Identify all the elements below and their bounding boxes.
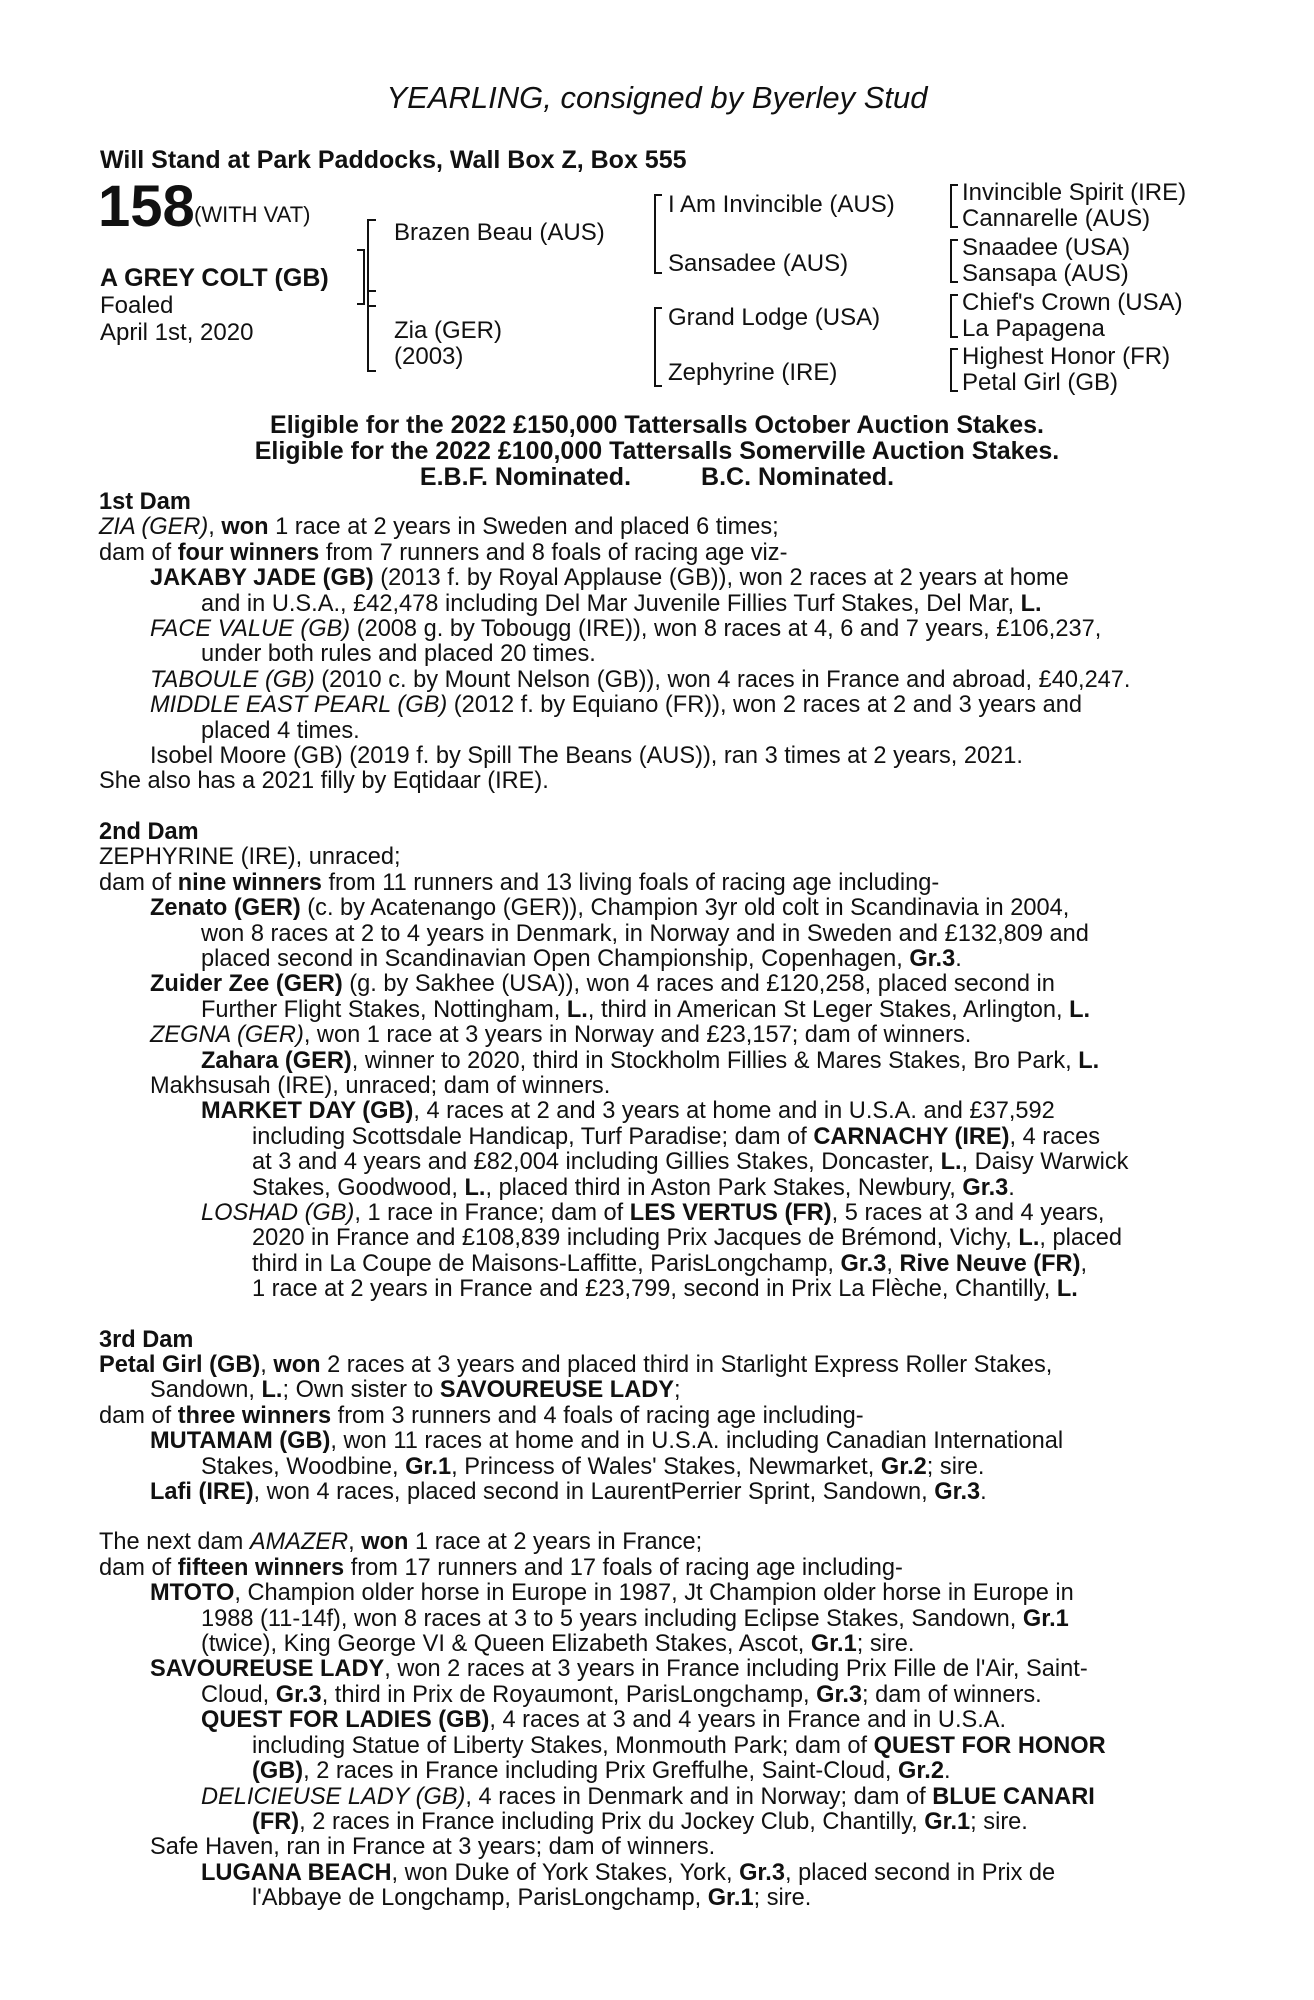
list-item-cont: placed 4 times.: [201, 717, 360, 744]
sdd: Sansapa (AUS): [962, 260, 1129, 287]
list-item: FACE VALUE (GB) (2008 g. by Tobougg (IRE)), won 8 races at 4, 6 and 7 years, £106,237,: [150, 616, 1102, 643]
third-dam-line: Petal Girl (GB), won 2 races at 3 years and placed third in Starlight Express Roller Stakes,: [99, 1352, 1053, 1378]
dsd: La Papagena: [962, 315, 1105, 342]
list-item: MIDDLE EAST PEARL (GB) (2012 f. by Equiano (FR)), won 2 races at 2 and 3 years and: [150, 692, 1082, 719]
list-item-cont: placed second in Scandinavian Open Championship, Copenhagen, Gr.3.: [201, 945, 962, 972]
third-dam-line-cont: Sandown, L.; Own sister to SAVOUREUSE LADY;: [150, 1377, 681, 1404]
horse-description: A GREY COLT (GB): [100, 264, 329, 292]
vat-note: (WITH VAT): [194, 202, 311, 227]
brace-root: [357, 249, 365, 305]
list-item: ZEGNA (GER), won 1 race at 3 years in Norway and £23,157; dam of winners.: [150, 1022, 972, 1049]
brace-ds: [950, 294, 958, 338]
list-item-cont: and in U.S.A., £42,478 including Del Mar Juvenile Fillies Turf Stakes, Del Mar, L.: [201, 590, 1042, 617]
list-item: MARKET DAY (GB), 4 races at 2 and 3 years at home and in U.S.A. and £37,592: [201, 1098, 1055, 1125]
list-item: LUGANA BEACH, won Duke of York Stakes, York, Gr.3, placed second in Prix de: [201, 1859, 1056, 1886]
list-item: Isobel Moore (GB) (2019 f. by Spill The Beans (AUS)), ran 3 times at 2 years, 2021.: [150, 743, 1023, 770]
list-item-cont: Further Flight Stakes, Nottingham, L., third in American St Leger Stakes, Arlington, L.: [201, 996, 1091, 1023]
foaled-info: [100, 292, 253, 346]
second-dam-heading: 2nd Dam: [99, 818, 199, 845]
foaled-label: Foaled: [100, 292, 174, 319]
list-item-cont: (twice), King George VI & Queen Elizabeth Stakes, Ascot, Gr.1; sire.: [201, 1631, 915, 1658]
next-dam-line: The next dam AMAZER, won 1 race at 2 years in France;: [99, 1529, 703, 1556]
third-dam-produce: dam of three winners from 3 runners and 4 foals of racing age including-: [99, 1402, 864, 1429]
sds: Snaadee (USA): [962, 234, 1131, 261]
list-item-cont: at 3 and 4 years and £82,004 including Gillies Stakes, Doncaster, L., Daisy Warwick: [252, 1149, 1129, 1176]
page-title: YEARLING, consigned by Byerley Stud: [386, 80, 928, 115]
list-item-cont: Cloud, Gr.3, third in Prix de Royaumont, ParisLongchamp, Gr.3; dam of winners.: [201, 1681, 1042, 1708]
eligibility-line-1: Eligible for the 2022 £150,000 Tattersalls October Auction Stakes.: [270, 411, 1044, 439]
list-item: QUEST FOR LADIES (GB), 4 races at 3 and 4 years in France and in U.S.A.: [201, 1707, 1007, 1734]
brace-gen1-lower: [367, 290, 376, 372]
list-item-cont: including Statue of Liberty Stakes, Monmouth Park; dam of QUEST FOR HONOR: [252, 1732, 1106, 1759]
list-item-cont: Stakes, Woodbine, Gr.1, Princess of Wales' Stakes, Newmarket, Gr.2; sire.: [201, 1453, 985, 1480]
first-dam-line: ZIA (GER), won 1 race at 2 years in Sweden and placed 6 times;: [99, 514, 779, 541]
list-item-cont: l'Abbaye de Longchamp, ParisLongchamp, Gr.1; sire.: [252, 1885, 812, 1912]
list-item-cont: under both rules and placed 20 times.: [201, 641, 596, 668]
bc-nomination: B.C. Nominated.: [701, 463, 895, 491]
list-item: TABOULE (GB) (2010 c. by Mount Nelson (GB)), won 4 races in France and abroad, £40,247.: [150, 666, 1131, 693]
list-item: MUTAMAM (GB), won 11 races at home and in U.S.A. including Canadian International: [150, 1428, 1064, 1455]
first-dam-note: She also has a 2021 filly by Eqtidaar (IRE).: [99, 768, 549, 795]
stand-location: Will Stand at Park Paddocks, Wall Box Z, Box 555: [100, 146, 687, 174]
brace-dam: [654, 307, 662, 387]
list-item: Zahara (GER), winner to 2020, third in Stockholm Fillies & Mares Stakes, Bro Park, L.: [201, 1047, 1100, 1074]
list-item: SAVOUREUSE LADY, won 2 races at 3 years in France including Prix Fille de l'Air, Saint-: [150, 1656, 1088, 1683]
list-item-cont: including Scottsdale Handicap, Turf Paradise; dam of CARNACHY (IRE), 4 races: [252, 1123, 1100, 1150]
second-dam-produce: dam of nine winners from 11 runners and 13 living foals of racing age including-: [99, 869, 940, 896]
list-item: DELICIEUSE LADY (GB), 4 races in Denmark and in Norway; dam of BLUE CANARI: [201, 1783, 1095, 1810]
next-dam-produce: dam of fifteen winners from 17 runners and 17 foals of racing age including-: [99, 1554, 903, 1581]
list-item-cont: 1988 (11-14f), won 8 races at 3 to 5 years including Eclipse Stakes, Sandown, Gr.1: [201, 1605, 1069, 1632]
sire-sire: I Am Invincible (AUS): [668, 191, 895, 218]
foaled-date: April 1st, 2020: [100, 319, 254, 346]
sss: Invincible Spirit (IRE): [962, 179, 1187, 206]
list-item-cont: (FR), 2 races in France including Prix du Jockey Club, Chantilly, Gr.1; sire.: [252, 1808, 1028, 1835]
first-dam-produce: dam of four winners from 7 runners and 8 foals of racing age viz-: [99, 539, 788, 566]
dam-name: Zia (GER): [394, 317, 502, 344]
list-item-cont: 1 race at 2 years in France and £23,799, second in Prix La Flèche, Chantilly, L.: [252, 1276, 1078, 1303]
brace-sd: [950, 239, 958, 283]
list-item-cont: third in La Coupe de Maisons-Laffitte, ParisLongchamp, Gr.3, Rive Neuve (FR),: [252, 1250, 1087, 1277]
list-item: Lafi (IRE), won 4 races, placed second in LaurentPerrier Sprint, Sandown, Gr.3.: [150, 1479, 987, 1506]
ebf-nomination: E.B.F. Nominated.: [419, 463, 632, 491]
second-dam-line: ZEPHYRINE (IRE), unraced;: [99, 844, 401, 871]
list-item: Makhsusah (IRE), unraced; dam of winners.: [150, 1072, 611, 1099]
brace-ss: [950, 184, 958, 228]
dss: Chief's Crown (USA): [962, 289, 1183, 316]
lot-number: 158: [98, 174, 195, 239]
nominations: [0, 464, 1314, 490]
sire-name: Brazen Beau (AUS): [394, 219, 605, 246]
list-item-cont: (GB), 2 races in France including Prix Greffulhe, Saint-Cloud, Gr.2.: [252, 1758, 951, 1785]
list-item: Zuider Zee (GER) (g. by Sakhee (USA)), won 4 races and £120,258, placed second in: [150, 971, 1055, 998]
dam-dam: Zephyrine (IRE): [668, 359, 838, 386]
list-item-cont: 2020 in France and £108,839 including Prix Jacques de Brémond, Vichy, L., placed: [252, 1225, 1123, 1252]
list-item: MTOTO, Champion older horse in Europe in 1987, Jt Champion older horse in Europe in: [150, 1580, 1074, 1607]
sire-dam: Sansadee (AUS): [668, 250, 849, 277]
list-item: Zenato (GER) (c. by Acatenango (GER)), Champion 3yr old colt in Scandinavia in 2004,: [150, 895, 1070, 922]
dam-sire: Grand Lodge (USA): [668, 304, 881, 331]
eligibility-line-2: Eligible for the 2022 £100,000 Tattersalls Somerville Auction Stakes.: [254, 437, 1060, 465]
list-item: Safe Haven, ran in France at 3 years; dam of winners.: [150, 1834, 716, 1861]
ddd: Petal Girl (GB): [962, 369, 1119, 396]
dam-year: (2003): [394, 343, 464, 370]
list-item-cont: won 8 races at 2 to 4 years in Denmark, in Norway and in Sweden and £132,809 and: [201, 920, 1089, 947]
pedigree-notes: [99, 490, 1211, 1912]
list-item-cont: Stakes, Goodwood, L., placed third in Aston Park Stakes, Newbury, Gr.3.: [252, 1174, 1015, 1201]
brace-dd: [950, 348, 958, 392]
third-dam-heading: 3rd Dam: [99, 1326, 194, 1353]
list-item: JAKABY JADE (GB) (2013 f. by Royal Applause (GB)), won 2 races at 2 years at home: [150, 565, 1069, 592]
ssd: Cannarelle (AUS): [962, 205, 1151, 232]
first-dam-heading: 1st Dam: [99, 489, 191, 515]
list-item: LOSHAD (GB), 1 race in France; dam of LES VERTUS (FR), 5 races at 3 and 4 years,: [201, 1199, 1105, 1226]
brace-sire: [654, 194, 662, 274]
dds: Highest Honor (FR): [962, 343, 1171, 370]
